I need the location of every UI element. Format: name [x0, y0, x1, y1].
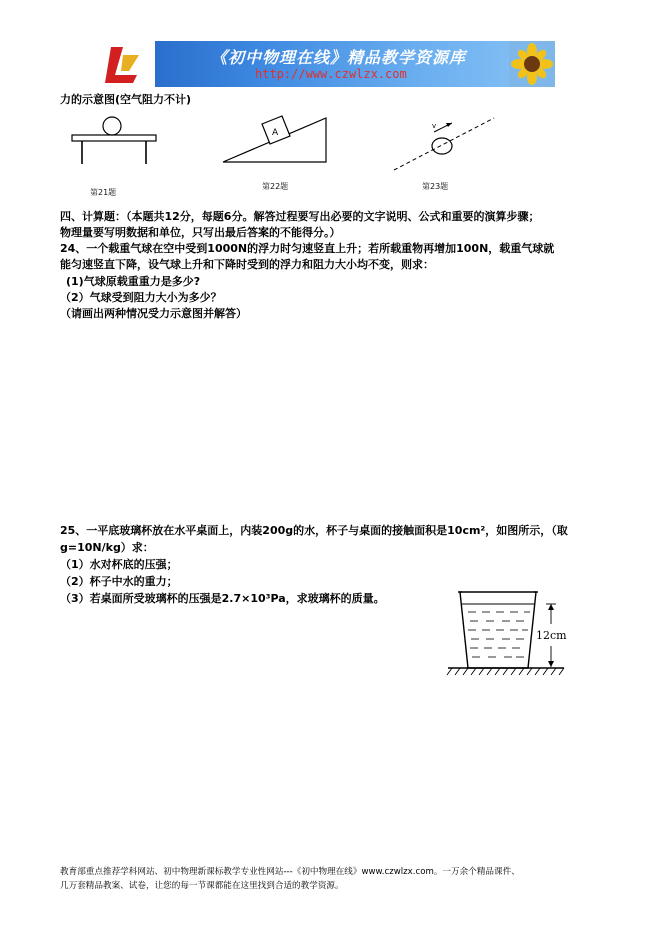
header-banner	[93, 41, 555, 87]
q25-sub1: （1）水对杯底的压强；	[60, 558, 178, 571]
footer-line1: 教育部重点推荐学科网站、初中物理新课标教学专业性网站---《初中物理在线》www.czwlzx.com。一万余个精品课件、	[60, 867, 520, 877]
section4-heading-line2: 物理量要写明数据和单位，只写出最后答案的不能得分。）	[60, 226, 341, 239]
figure-22-caption: 第22题	[262, 182, 289, 191]
banner-url[interactable]: http://www.czwlzx.com	[255, 67, 407, 81]
q25-sub3: （3）若桌面所受玻璃杯的压强是2.7×10³Pa，求玻璃杯的质量。	[60, 592, 385, 605]
figure-25-glass-cup	[446, 586, 586, 678]
q24-sub2: （2）气球受到阻力大小为多少？	[60, 291, 222, 304]
figure-23-projectile	[390, 112, 500, 174]
q24-sub3: （请画出两种情况受力示意图并解答）	[60, 307, 247, 320]
figure-23-velocity-label: v	[432, 122, 437, 130]
figure-22-block-label: A	[272, 128, 279, 138]
cup-height-label: 12cm	[536, 629, 567, 642]
figure-23-caption: 第23题	[422, 182, 449, 191]
figure-22-block-on-incline	[220, 110, 330, 168]
sunflower-image	[509, 41, 555, 87]
q25-line2: g=10N/kg）求：	[60, 541, 154, 554]
section4-heading-line1: 四、计算题：（本题共12分，每题6分。解答过程要写出必要的文字说明、公式和重要的演算步骤；	[60, 210, 540, 223]
q25-line1: 25、一平底玻璃杯放在水平桌面上，内装200g的水，杯子与桌面的接触面积是10cm²，如图所示，（取	[60, 524, 568, 537]
q25-sub2: （2）杯子中水的重力；	[60, 575, 178, 588]
q24-sub1: (1)气球原载重重力是多少?	[66, 275, 201, 288]
site-logo	[93, 41, 155, 87]
q24-line1: 24、一个载重气球在空中受到1000N的浮力时匀速竖直上升；若所载重物再增加100N，载重气球就	[60, 242, 555, 255]
banner-title: 《初中物理在线》精品教学资源库	[211, 48, 467, 67]
footer-line2: 几万套精品教案、试卷，让您的每一节课都能在这里找到合适的教学资源。	[60, 881, 344, 891]
figure-21-ball-on-table	[70, 112, 160, 167]
q24-line2: 能匀速竖直下降，设气球上升和下降时受到的浮力和阻力大小均不变，则求：	[60, 258, 434, 271]
figure-21-caption: 第21题	[90, 188, 117, 197]
intro-line: 力的示意图(空气阻力不计)	[60, 93, 192, 106]
